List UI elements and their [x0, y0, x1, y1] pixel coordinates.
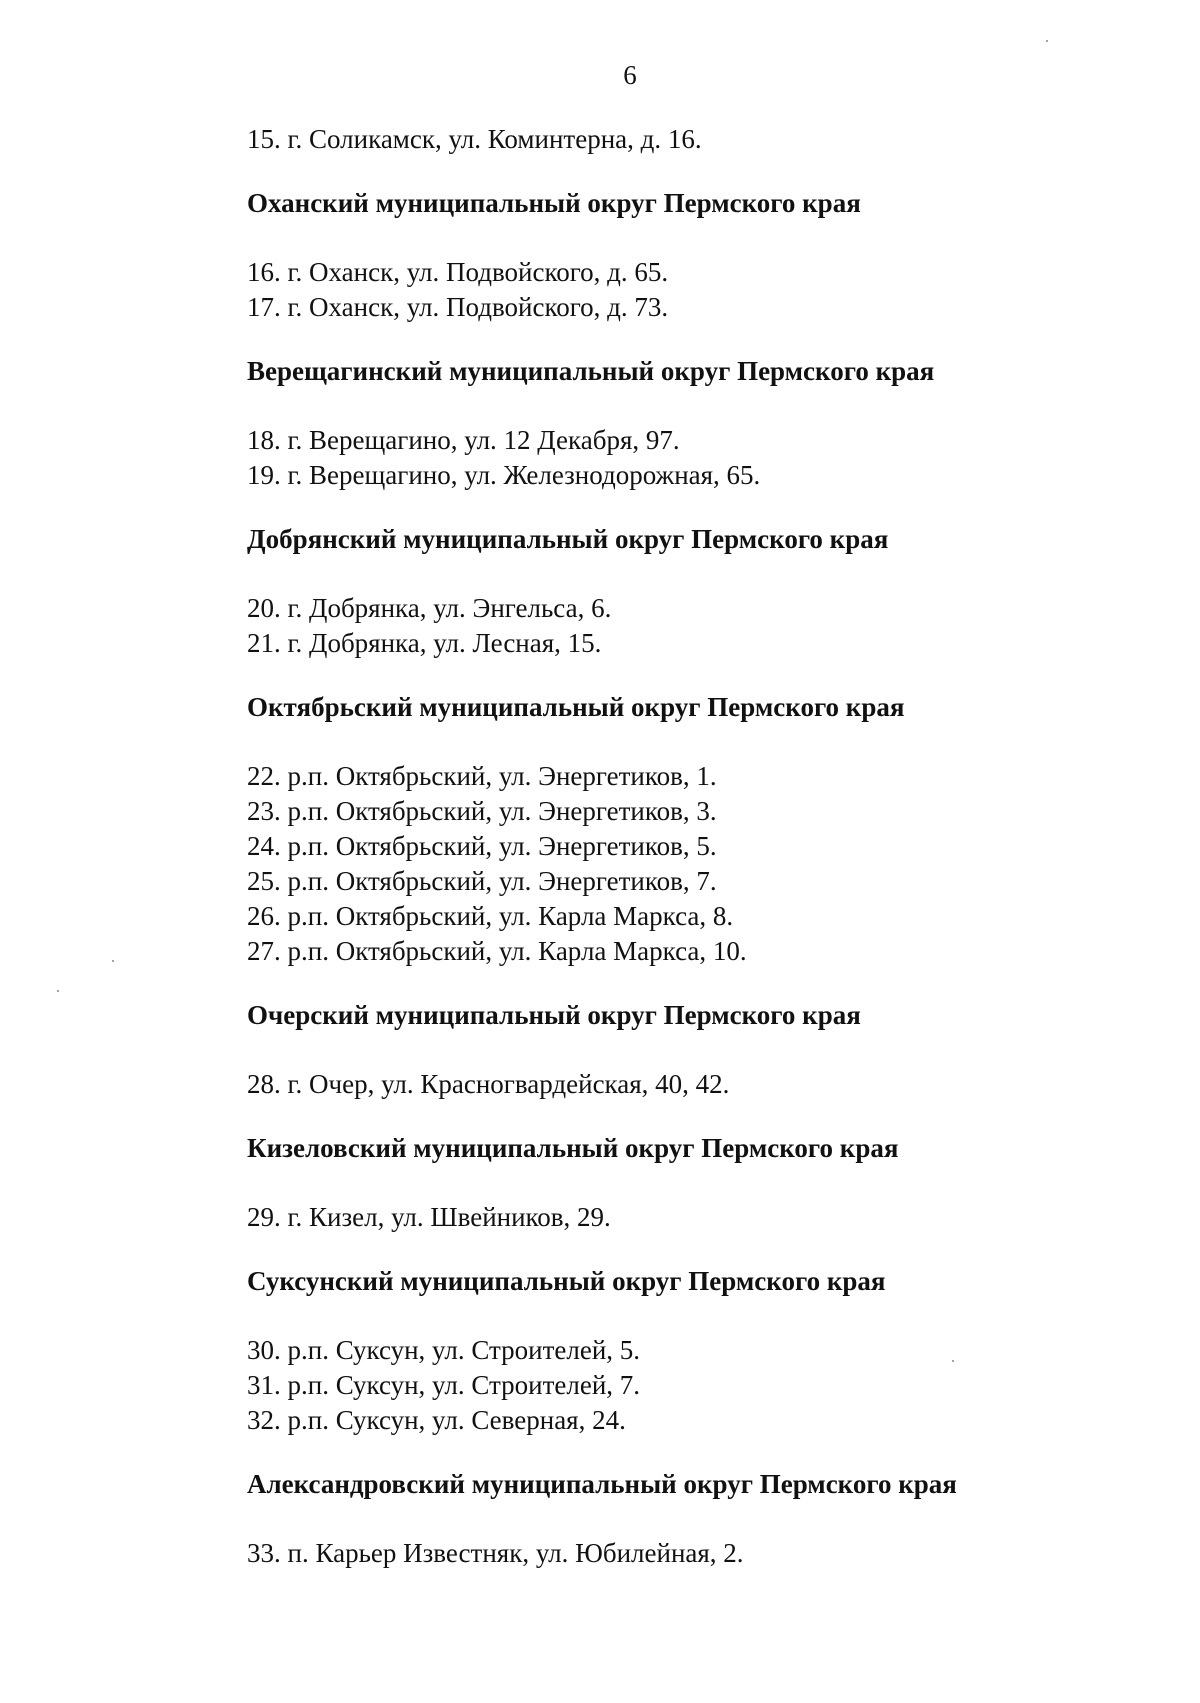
address-item: 22. р.п. Октябрьский, ул. Энергетиков, 1.	[247, 761, 717, 791]
scan-speck	[952, 1360, 954, 1362]
district-heading: Кизеловский муниципальный округ Пермского края	[247, 1133, 899, 1163]
spacer	[247, 157, 1147, 186]
district-heading: Суксунский муниципальный округ Пермского края	[247, 1266, 886, 1296]
spacer	[247, 1033, 1147, 1067]
address-item: 28. г. Очер, ул. Красногвардейская, 40, 42.	[247, 1069, 730, 1099]
spacer	[247, 389, 1147, 423]
district-heading: Очерский муниципальный округ Пермского края	[247, 1000, 861, 1030]
address-item: 20. г. Добрянка, ул. Энгельса, 6.	[247, 593, 612, 623]
address-item: 15. г. Соликамск, ул. Коминтерна, д. 16.	[247, 124, 702, 154]
address-item: 30. р.п. Суксун, ул. Строителей, 5.	[247, 1335, 641, 1365]
spacer	[247, 221, 1147, 255]
address-item: 23. р.п. Октябрьский, ул. Энергетиков, 3.	[247, 796, 717, 826]
address-item: 31. р.п. Суксун, ул. Строителей, 7.	[247, 1370, 641, 1400]
address-item: 17. г. Оханск, ул. Подвойского, д. 73.	[247, 292, 669, 322]
spacer	[247, 1102, 1147, 1131]
address-item: 32. р.п. Суксун, ул. Северная, 24.	[247, 1405, 626, 1435]
address-item: 29. г. Кизел, ул. Швейников, 29.	[247, 1202, 611, 1232]
scan-speck	[112, 960, 114, 962]
spacer	[247, 325, 1147, 354]
spacer	[247, 1299, 1147, 1333]
spacer	[247, 661, 1147, 690]
address-item: 19. г. Верещагино, ул. Железнодорожная, 65.	[247, 460, 761, 490]
address-item: 26. р.п. Октябрьский, ул. Карла Маркса, 8.	[247, 901, 734, 931]
address-item: 27. р.п. Октябрьский, ул. Карла Маркса, 10.	[247, 936, 747, 966]
address-item: 24. р.п. Октябрьский, ул. Энергетиков, 5.	[247, 831, 717, 861]
address-item: 21. г. Добрянка, ул. Лесная, 15.	[247, 628, 602, 658]
spacer	[247, 1438, 1147, 1467]
spacer	[247, 557, 1147, 591]
address-item: 33. п. Карьер Известняк, ул. Юбилейная, 2.	[247, 1538, 744, 1568]
district-heading: Добрянский муниципальный округ Пермского края	[247, 524, 889, 554]
spacer	[247, 493, 1147, 522]
address-list	[247, 122, 1147, 1571]
address-item: 16. г. Оханск, ул. Подвойского, д. 65.	[247, 257, 669, 287]
spacer	[247, 1235, 1147, 1264]
spacer	[247, 1166, 1147, 1200]
page-number: 6	[623, 60, 637, 90]
district-heading: Верещагинский муниципальный округ Пермского края	[247, 356, 935, 386]
district-heading: Октябрьский муниципальный округ Пермского края	[247, 692, 905, 722]
district-heading: Александровский муниципальный округ Пермского края	[247, 1469, 957, 1499]
district-heading: Оханский муниципальный округ Пермского края	[247, 188, 861, 218]
spacer	[247, 1502, 1147, 1536]
scan-speck	[57, 990, 59, 992]
spacer	[247, 725, 1147, 759]
scan-speck	[1046, 40, 1048, 42]
address-item: 25. р.п. Октябрьский, ул. Энергетиков, 7.	[247, 866, 717, 896]
address-item: 18. г. Верещагино, ул. 12 Декабря, 97.	[247, 425, 680, 455]
spacer	[247, 969, 1147, 998]
